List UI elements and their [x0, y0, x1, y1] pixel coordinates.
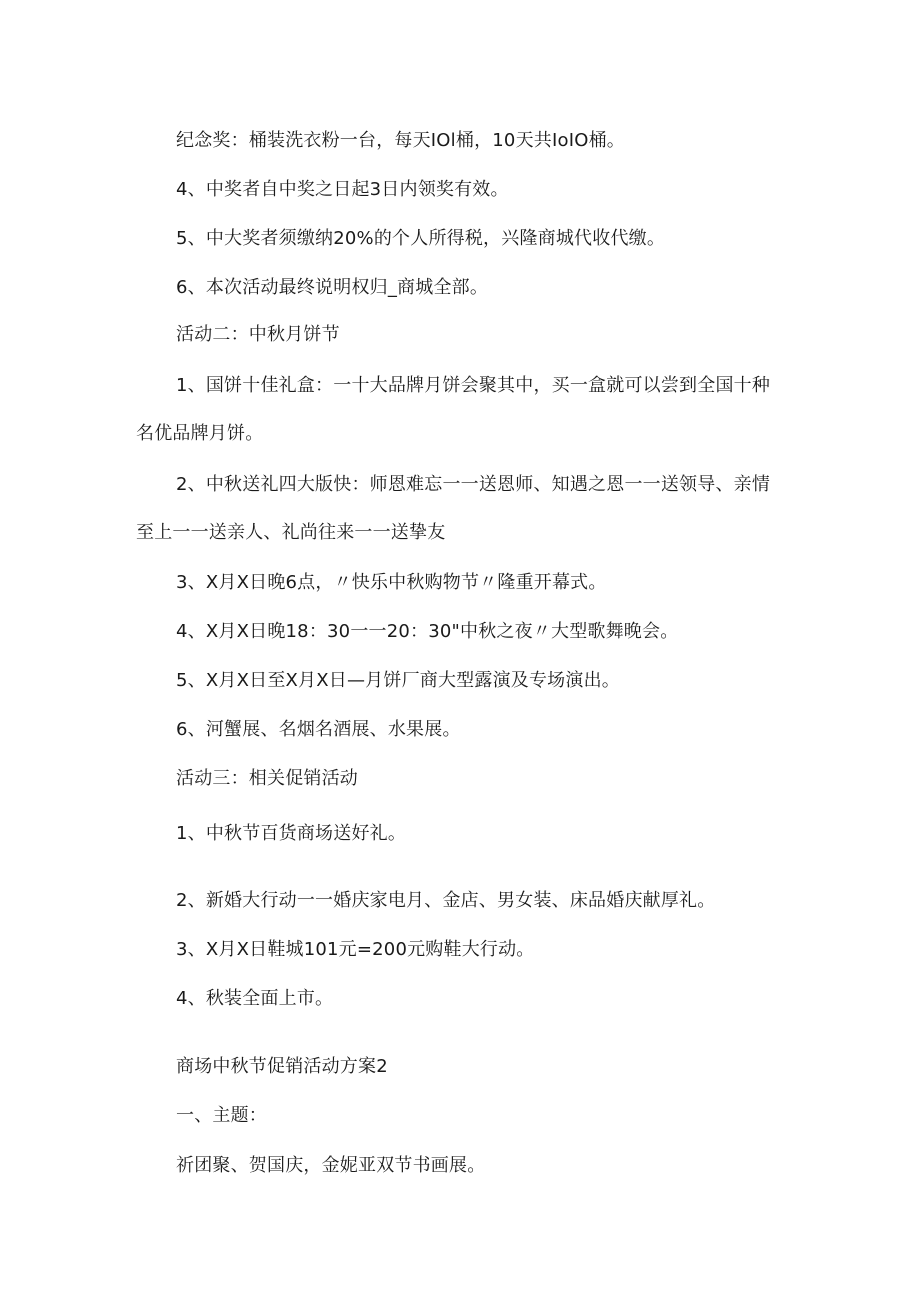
section-heading: 一、主题： — [176, 1105, 267, 1126]
text-line: 至上一一送亲人、礼尚往来一一送挚友 — [136, 522, 446, 543]
text-line: 纪念奖：桶装洗衣粉一台，每天IOl桶，10天共IoIO桶。 — [176, 130, 625, 151]
text-line: 6、河蟹展、名烟名酒展、水果展。 — [176, 719, 461, 740]
text-line: 2、新婚大行动一一婚庆家电月、金店、男女装、床品婚庆献厚礼。 — [176, 890, 716, 911]
text-line: 4、X月X日晚18：30一一20：30"中秋之夜〃大型歌舞晚会。 — [176, 621, 679, 642]
text-line: 4、秋装全面上市。 — [176, 988, 334, 1009]
section-heading: 活动三：相关促销活动 — [176, 768, 358, 789]
section-heading: 活动二：中秋月饼节 — [176, 324, 340, 345]
text-line: 祈团聚、贺国庆，金妮亚双节书画展。 — [176, 1155, 486, 1176]
text-line: 6、本次活动最终说明权归_商城全部。 — [176, 277, 489, 298]
text-line: 1、国饼十佳礼盒：一十大品牌月饼会聚其中，买一盒就可以尝到全国十种 — [176, 375, 771, 396]
text-line: 3、X月X日晚6点，〃快乐中秋购物节〃隆重开幕式。 — [176, 572, 607, 593]
text-line: 5、中大奖者须缴纳20%的个人所得税，兴隆商城代收代缴。 — [176, 228, 666, 249]
text-line: 2、中秋送礼四大版快：师恩难忘一一送恩师、知遇之恩一一送领导、亲情 — [176, 474, 771, 495]
text-line: 1、中秋节百货商场送好礼。 — [176, 823, 407, 844]
text-line: 名优品牌月饼。 — [136, 423, 264, 444]
section-heading: 商场中秋节促销活动方案2 — [176, 1056, 388, 1077]
text-line: 5、X月X日至X月X日—月饼厂商大型露演及专场演出。 — [176, 670, 620, 691]
text-line: 3、X月X日鞋城101元=200元购鞋大行动。 — [176, 939, 535, 960]
text-line: 4、中奖者自中奖之日起3日内领奖有效。 — [176, 179, 509, 200]
